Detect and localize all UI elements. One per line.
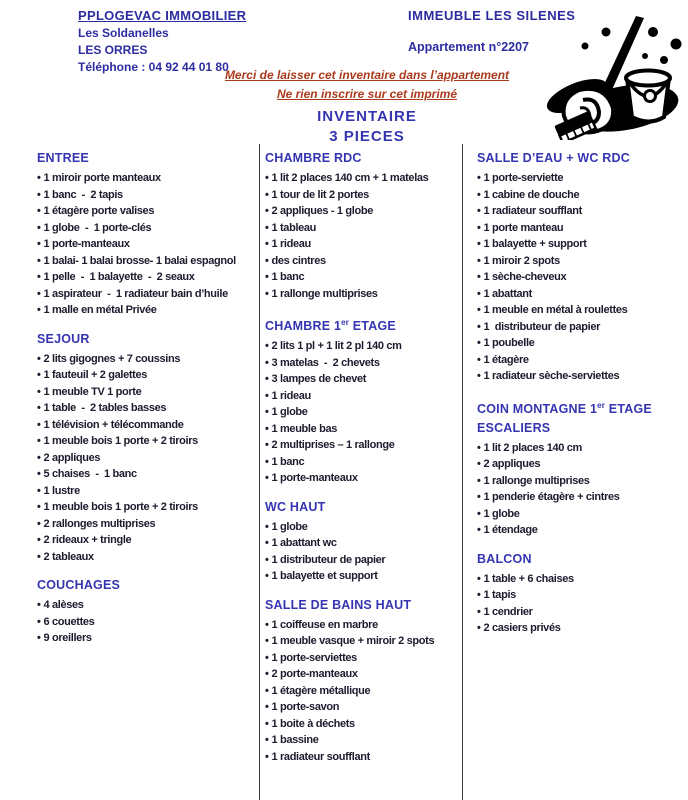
item-text: 1 banc (271, 271, 305, 283)
item-text: 2 lits 1 pl + 1 lit 2 pl 140 cm (271, 340, 402, 353)
item-text: 1 tapis (483, 589, 516, 602)
inventory-item (37, 170, 256, 187)
item-text: 9 oreillers (43, 632, 92, 644)
item-text: 1 sèche-cheveux (483, 271, 567, 283)
inventory-item (265, 404, 459, 421)
inventory-item (265, 338, 459, 355)
document-subtitle: 3 PIECES (329, 128, 405, 145)
inventory-item (265, 617, 459, 634)
inventory-item (37, 516, 256, 533)
inventory-section (37, 331, 256, 566)
bullet-icon: • (477, 524, 481, 537)
bullet-icon: • (265, 373, 269, 386)
inventory-item (265, 749, 459, 766)
inventory-item (37, 549, 256, 566)
bullet-icon: • (37, 484, 41, 497)
bullet-icon: • (477, 441, 481, 454)
item-text: 1 porte-serviettes (271, 651, 357, 664)
bullet-icon: • (265, 389, 269, 402)
inventory-section (477, 551, 685, 637)
inventory-item (37, 302, 256, 319)
inventory-item (477, 368, 685, 385)
item-text: 1 meuble TV 1 porte (43, 385, 142, 398)
inventory-item (265, 286, 459, 303)
inventory-item (37, 286, 256, 303)
inventory-item (265, 170, 459, 187)
inventory-item (477, 170, 685, 187)
inventory-item (265, 633, 459, 650)
bullet-icon: • (265, 439, 269, 452)
bullet-icon: • (37, 517, 41, 530)
item-text: 1 étagère porte valises (43, 205, 155, 217)
inventory-item (37, 220, 256, 237)
item-text: 6 couettes (43, 615, 95, 628)
bullet-icon: • (265, 271, 269, 283)
inventory-item (477, 587, 685, 604)
item-text: 1 table - 2 tables basses (43, 402, 167, 414)
item-text: des cintres (271, 254, 326, 267)
bullet-icon: • (265, 356, 269, 369)
inventory-item (477, 620, 685, 637)
inventory-item (265, 454, 459, 471)
bullet-icon: • (37, 352, 41, 365)
bullet-icon: • (37, 435, 41, 447)
inventory-item (477, 253, 685, 270)
item-text: 1 bassine (271, 734, 319, 747)
section-title: SALLE DE BAINS HAUT (265, 597, 412, 612)
inventory-item (265, 437, 459, 454)
document-title: INVENTAIRE (317, 108, 417, 125)
item-text: 1 fauteuil + 2 galettes (43, 369, 148, 381)
bullet-icon: • (477, 507, 481, 520)
inventory-item (37, 269, 256, 286)
bullet-icon: • (265, 287, 269, 300)
inventory-item (477, 506, 685, 523)
bullet-icon: • (265, 205, 269, 217)
item-text: 1 lit 2 places 140 cm (483, 441, 582, 454)
inventory-item (265, 388, 459, 405)
item-text: 1 porte manteau (483, 221, 564, 234)
inventory-item (477, 220, 685, 237)
inventory-item (37, 203, 256, 220)
item-text: 2 porte-manteaux (271, 668, 358, 681)
item-text: 2 rallonges multiprises (43, 517, 156, 530)
item-text: 1 lustre (43, 484, 80, 497)
bullet-icon: • (477, 205, 481, 217)
inventory-item (37, 400, 256, 417)
inventory-item (265, 699, 459, 716)
item-text: 1 étendage (483, 524, 538, 537)
inventory-item (37, 450, 256, 467)
section-title: COIN MONTAGNE 1er ETAGE (477, 400, 652, 416)
bullet-icon: • (265, 472, 269, 485)
inventory-item (477, 456, 685, 473)
item-text: 1 rideau (271, 389, 311, 402)
inventory-item (477, 473, 685, 490)
inventory-item (37, 532, 256, 549)
inventory-item (265, 203, 459, 220)
inventory-section (265, 150, 459, 302)
inventory-section (477, 150, 685, 385)
section-title: COUCHAGES (37, 578, 121, 592)
inventory-item (265, 519, 459, 536)
column-separator-1 (259, 144, 260, 800)
item-text: 1 porte-savon (271, 701, 340, 714)
bullet-icon: • (37, 599, 41, 611)
inventory-item (265, 236, 459, 253)
inventory-item (477, 286, 685, 303)
bullet-icon: • (265, 455, 269, 468)
inventory-column-left (37, 150, 256, 659)
bullet-icon: • (265, 520, 269, 533)
item-text: 1 poubelle (483, 337, 535, 349)
item-text: 1 tour de lit 2 portes (271, 188, 369, 201)
item-text: 3 matelas - 2 chevets (271, 356, 380, 369)
bullet-icon: • (37, 238, 41, 250)
bullet-icon: • (37, 254, 41, 267)
item-text: 1 télévision + télécommande (43, 418, 184, 431)
item-text: 1 aspirateur - 1 radiateur bain d’huile (43, 287, 228, 300)
item-text: 1 distributeur de papier (483, 320, 601, 333)
inventory-item (477, 187, 685, 204)
apartment-number: Appartement n°2207 (408, 40, 530, 54)
inventory-item (37, 236, 256, 253)
bullet-icon: • (477, 605, 481, 618)
item-text: 1 abattant wc (271, 537, 337, 550)
bullet-icon: • (37, 418, 41, 431)
bullet-icon: • (37, 287, 41, 300)
inventory-item (477, 302, 685, 319)
item-text: 1 porte-manteaux (43, 238, 130, 250)
bullet-icon: • (477, 304, 481, 316)
item-text: 1 radiateur soufflant (483, 205, 582, 217)
inventory-item (265, 732, 459, 749)
inventory-item (37, 367, 256, 384)
bullet-icon: • (37, 205, 41, 217)
item-text: 1 malle en métal Privée (43, 304, 157, 316)
item-text: 1 meuble bois 1 porte + 2 tiroirs (43, 435, 198, 447)
item-text: 3 lampes de chevet (271, 373, 367, 386)
item-text: 2 appliques (43, 451, 101, 464)
inventory-item (477, 203, 685, 220)
inventory-item (477, 236, 685, 253)
item-text: 1 banc (271, 455, 305, 468)
item-text: 2 appliques (483, 458, 541, 471)
section-title-line2: ESCALIERS (477, 420, 551, 435)
bullet-icon: • (265, 553, 269, 566)
inventory-item (477, 571, 685, 588)
bullet-icon: • (265, 651, 269, 664)
bullet-icon: • (265, 668, 269, 681)
inventory-item (265, 716, 459, 733)
bullet-icon: • (37, 501, 41, 513)
bullet-icon: • (37, 369, 41, 381)
bullet-icon: • (477, 474, 481, 487)
bullet-icon: • (37, 451, 41, 464)
bullet-icon: • (37, 632, 41, 644)
item-text: 5 chaises - 1 banc (43, 468, 137, 480)
inventory-section (37, 150, 256, 319)
inventory-column-right (477, 150, 685, 649)
bullet-icon: • (265, 188, 269, 201)
agency-name: PPLOGEVAC IMMOBILIER (78, 8, 247, 23)
inventory-item (265, 568, 459, 585)
notice-line-2: Ne rien inscrire sur cet imprimé (276, 87, 458, 101)
item-text: 1 meuble vasque + miroir 2 spots (271, 635, 435, 648)
bullet-icon: • (37, 188, 41, 201)
bullet-icon: • (37, 402, 41, 414)
bullet-icon: • (477, 238, 481, 250)
bullet-icon: • (477, 622, 481, 635)
inventory-item (265, 220, 459, 237)
inventory-section (265, 597, 459, 766)
bullet-icon: • (477, 337, 481, 349)
item-text: 1 table + 6 chaises (483, 572, 574, 585)
inventory-item (265, 421, 459, 438)
bullet-icon: • (265, 570, 269, 583)
bullet-icon: • (477, 572, 481, 585)
item-text: 1 globe (271, 406, 308, 419)
bullet-icon: • (265, 635, 269, 648)
bullet-icon: • (265, 221, 269, 234)
bullet-icon: • (477, 221, 481, 234)
inventory-item (37, 597, 256, 614)
bullet-icon: • (477, 491, 481, 504)
bullet-icon: • (37, 550, 41, 563)
inventory-item (477, 604, 685, 621)
bullet-icon: • (477, 353, 481, 366)
item-text: 1 miroir porte manteaux (43, 172, 161, 184)
bullet-icon: • (265, 537, 269, 550)
agency-address-line: Les Soldanelles (78, 26, 169, 40)
inventory-item (37, 253, 256, 270)
bullet-icon: • (265, 701, 269, 714)
agency-phone: Téléphone : 04 92 44 01 80 (78, 60, 229, 74)
item-text: 1 globe (271, 520, 308, 533)
bullet-icon: • (477, 320, 481, 333)
bullet-icon: • (265, 717, 269, 730)
item-text: 4 alèses (43, 599, 84, 611)
bullet-icon: • (265, 254, 269, 267)
inventory-section (265, 499, 459, 585)
item-text: 1 radiateur sèche-serviettes (483, 370, 620, 382)
item-text: 1 abattant (483, 287, 532, 300)
inventory-item (265, 355, 459, 372)
bullet-icon: • (477, 370, 481, 382)
bullet-icon: • (37, 221, 41, 234)
bullet-icon: • (477, 287, 481, 300)
inventory-section (265, 314, 459, 487)
item-text: 2 lits gigognes + 7 coussins (43, 352, 181, 365)
inventory-column-middle (265, 150, 459, 777)
bullet-icon: • (265, 618, 269, 631)
section-title: SALLE D’EAU + WC RDC (477, 151, 630, 165)
item-text: 1 rallonge multiprises (483, 474, 590, 487)
item-text: 1 rideau (271, 238, 311, 250)
item-text: 2 casiers privés (483, 622, 561, 635)
bullet-icon: • (265, 172, 269, 184)
section-title: CHAMBRE 1er ETAGE (265, 318, 396, 334)
inventory-item (37, 351, 256, 368)
title-block (46, 66, 688, 147)
bullet-icon: • (265, 750, 269, 763)
item-text: 2 multiprises – 1 rallonge (271, 439, 395, 452)
bullet-icon: • (37, 271, 41, 283)
section-title: BALCON (477, 551, 532, 566)
bullet-icon: • (265, 340, 269, 353)
bullet-icon: • (37, 615, 41, 628)
item-text: 1 tableau (271, 221, 317, 234)
inventory-item (265, 535, 459, 552)
bullet-icon: • (477, 271, 481, 283)
inventory-item (265, 269, 459, 286)
agency-city: LES ORRES (78, 43, 148, 57)
bullet-icon: • (265, 422, 269, 435)
item-text: 1 meuble en métal à roulettes (483, 304, 628, 316)
inventory-item (265, 371, 459, 388)
bullet-icon: • (265, 238, 269, 250)
item-text: 1 coiffeuse en marbre (271, 618, 378, 631)
inventory-item (265, 470, 459, 487)
item-text: 1 meuble bois 1 porte + 2 tiroirs (43, 501, 198, 513)
inventory-item (477, 522, 685, 539)
item-text: 1 pelle - 1 balayette - 2 seaux (43, 271, 195, 283)
inventory-item (265, 683, 459, 700)
inventory-item (477, 319, 685, 336)
item-text: 1 porte-serviette (483, 172, 564, 184)
inventory-item (37, 614, 256, 631)
inventory-item (477, 440, 685, 457)
agency-block (78, 8, 246, 74)
item-text: 1 globe (483, 507, 520, 520)
inventory-item (265, 666, 459, 683)
section-title: CHAMBRE RDC (265, 151, 362, 165)
item-text: 1 distributeur de papier (271, 553, 386, 566)
inventory-item (265, 650, 459, 667)
bullet-icon: • (477, 458, 481, 471)
item-text: 1 cabine de douche (483, 188, 580, 201)
inventory-item (265, 187, 459, 204)
item-text: 1 porte-manteaux (271, 472, 358, 485)
inventory-item (477, 269, 685, 286)
item-text: 2 appliques - 1 globe (271, 205, 373, 217)
item-text: 2 tableaux (43, 550, 94, 563)
inventory-item (37, 483, 256, 500)
item-text: 1 étagère métallique (271, 684, 371, 697)
building-name: IMMEUBLE LES SILENES (408, 8, 576, 23)
item-text: 1 balayette + support (483, 238, 587, 250)
section-title: WC HAUT (265, 499, 326, 514)
inventory-item (37, 466, 256, 483)
item-text: 1 radiateur soufflant (271, 750, 370, 763)
inventory-item (37, 433, 256, 450)
bullet-icon: • (37, 468, 41, 480)
notice-line-1: Merci de laisser cet inventaire dans l’appartement (224, 68, 510, 82)
bullet-icon: • (477, 188, 481, 201)
bullet-icon: • (477, 589, 481, 602)
bullet-icon: • (37, 304, 41, 316)
item-text: 2 rideaux + tringle (43, 534, 132, 546)
item-text: 1 étagère (483, 353, 529, 366)
bullet-icon: • (37, 534, 41, 546)
item-text: 1 lit 2 places 140 cm + 1 matelas (271, 172, 429, 184)
inventory-item (37, 499, 256, 516)
bullet-icon: • (265, 406, 269, 419)
inventory-item (477, 489, 685, 506)
item-text: 1 globe - 1 porte-clés (43, 221, 152, 234)
inventory-item (265, 552, 459, 569)
section-title: SEJOUR (37, 331, 90, 346)
item-text: 1 penderie étagère + cintres (483, 491, 620, 504)
inventory-section (477, 397, 685, 539)
item-text: 1 boite à déchets (271, 717, 355, 730)
item-text: 1 meuble bas (271, 422, 338, 435)
inventory-item (477, 352, 685, 369)
inventory-item (37, 384, 256, 401)
inventory-item (37, 417, 256, 434)
section-title: ENTREE (37, 151, 89, 165)
bullet-icon: • (37, 385, 41, 398)
inventory-item (37, 187, 256, 204)
item-text: 1 balai- 1 balai brosse- 1 balai espagnol (43, 254, 236, 267)
item-text: 1 cendrier (483, 605, 533, 618)
inventory-item (477, 335, 685, 352)
bullet-icon: • (37, 172, 41, 184)
bullet-icon: • (477, 254, 481, 267)
inventory-item (265, 253, 459, 270)
item-text: 1 rallonge multiprises (271, 287, 378, 300)
item-text: 1 banc - 2 tapis (43, 188, 123, 201)
column-separator-2 (462, 144, 463, 800)
item-text: 1 balayette et support (271, 570, 378, 583)
bullet-icon: • (265, 684, 269, 697)
bullet-icon: • (477, 172, 481, 184)
item-text: 1 miroir 2 spots (483, 254, 560, 267)
inventory-section (37, 577, 256, 647)
bullet-icon: • (265, 734, 269, 747)
inventory-item (37, 630, 256, 647)
